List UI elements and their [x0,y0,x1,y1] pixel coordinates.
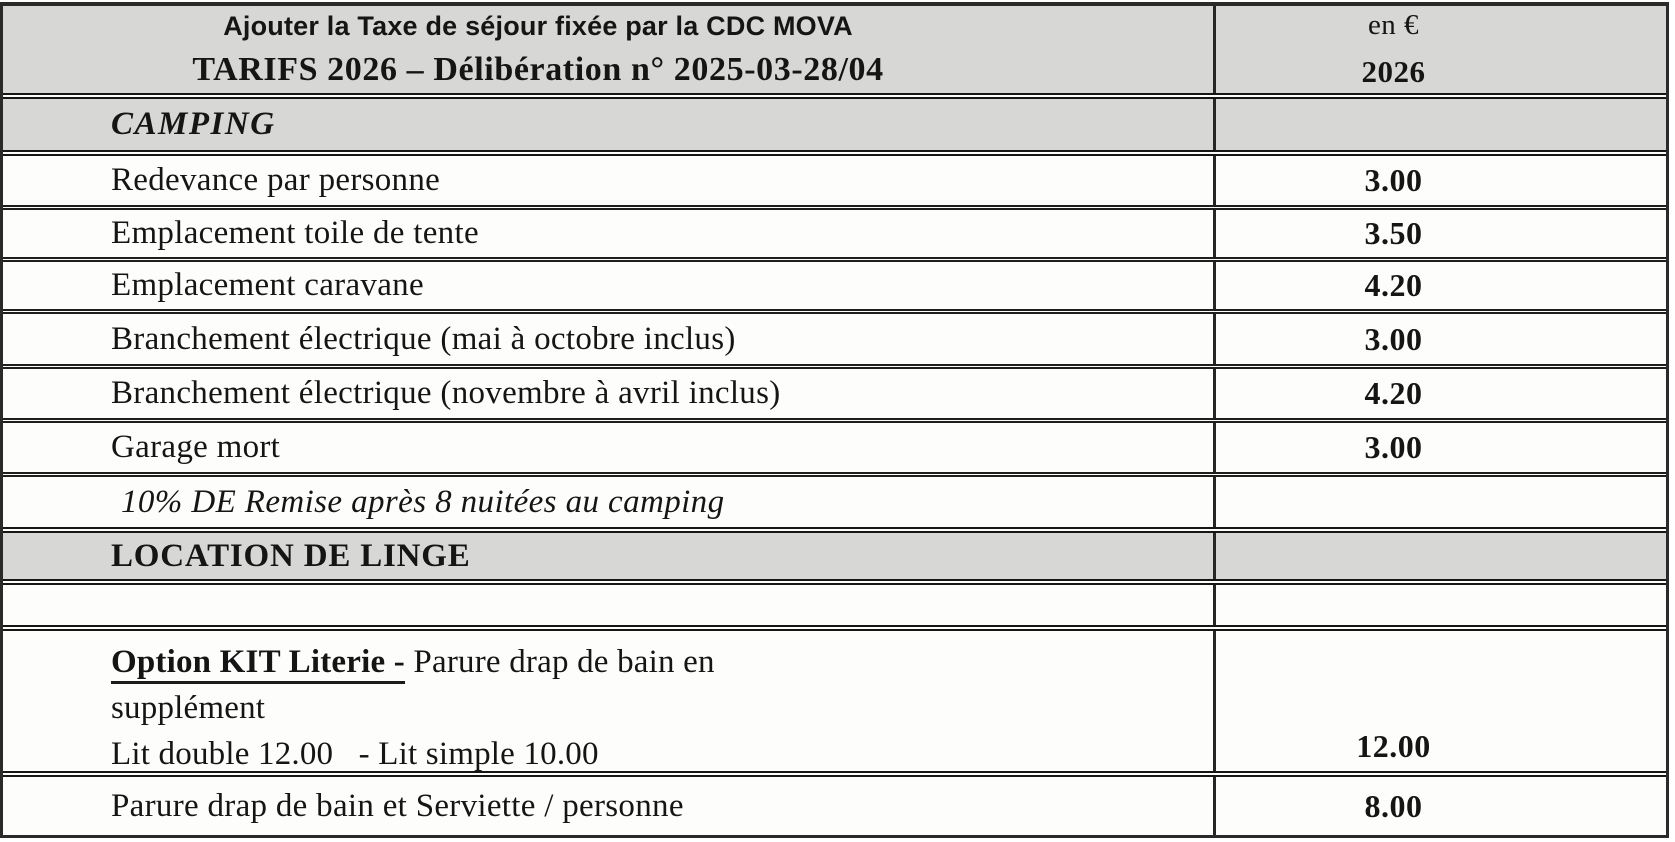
row-value-cell [1213,156,1666,205]
note-label-cell [3,477,1213,527]
row-value-cell [1213,423,1666,472]
price-value: 3.50 [1364,215,1423,251]
row-label-cell [3,777,1213,835]
row-label-cell [3,369,1213,418]
option-kit-title: Option KIT Literie - [111,644,405,684]
row-label: Parure drap de bain et Serviette / personne [111,787,684,824]
option-line-beds: Lit double 12.00 - Lit simple 10.00 [111,736,599,771]
empty-label-cell [3,585,1213,625]
section-row-location-linge [3,533,1666,585]
row-value-cell [1213,262,1666,309]
price-value: 4.20 [1364,267,1423,303]
table-row [3,314,1666,369]
row-label: Emplacement toile de tente [111,215,479,251]
section-value-cell [1213,99,1666,150]
row-value-cell [1213,777,1666,835]
option-kit-subtitle: Parure drap de bain en [404,644,715,680]
price-value: 4.20 [1364,375,1423,411]
table-row [3,369,1666,423]
section-title-camping: CAMPING [111,106,276,142]
option-line-supplement: supplément [111,690,266,726]
section-title-location-linge: LOCATION DE LINGE [111,537,471,574]
row-label: Garage mort [111,429,281,465]
price-value: 3.00 [1364,162,1423,198]
table-row [3,210,1666,262]
tariff-table [0,2,1669,838]
table-row [3,262,1666,314]
section-row-camping [3,99,1666,156]
table-row [3,777,1666,835]
price-value: 3.00 [1364,429,1423,465]
row-value-cell [1213,314,1666,364]
price-value: 12.00 [1356,728,1431,764]
table-row [3,156,1666,210]
empty-row [3,585,1666,631]
price-value: 3.00 [1364,320,1423,357]
table-header-row [3,6,1666,99]
empty-value-cell [1213,585,1666,625]
row-label-cell [3,210,1213,257]
option-text-block [111,639,715,771]
option-value-cell [1213,631,1666,771]
row-label: Emplacement caravane [111,267,424,303]
header-value-cell [1213,6,1666,93]
row-label: Branchement électrique (novembre à avril inclus) [111,375,781,411]
row-label-cell [3,156,1213,205]
tax-note-title: Ajouter la Taxe de séjour fixée par la CDC MOVA [223,10,853,41]
row-label: Redevance par personne [111,162,441,198]
note-value-cell [1213,477,1666,527]
tariffs-deliberation-title: TARIFS 2026 – Délibération n° 2025-03-28/04 [192,50,884,88]
row-label-cell [3,423,1213,472]
year-header: 2026 [1361,54,1426,89]
section-value-cell [1213,533,1666,579]
row-label-cell [3,262,1213,309]
table-row [3,423,1666,477]
discount-note: 10% DE Remise après 8 nuitées au camping [121,483,725,520]
row-label: Branchement électrique (mai à octobre inclus) [111,320,736,357]
currency-header: en € [1367,9,1420,41]
option-label-cell [3,631,1213,771]
row-label-cell [3,314,1213,364]
row-value-cell [1213,210,1666,257]
section-label-cell [3,533,1213,579]
price-value: 8.00 [1364,787,1423,824]
header-title-cell [3,6,1213,93]
section-label-cell [3,99,1213,150]
option-kit-row [3,631,1666,777]
row-value-cell [1213,369,1666,418]
discount-note-row [3,477,1666,533]
